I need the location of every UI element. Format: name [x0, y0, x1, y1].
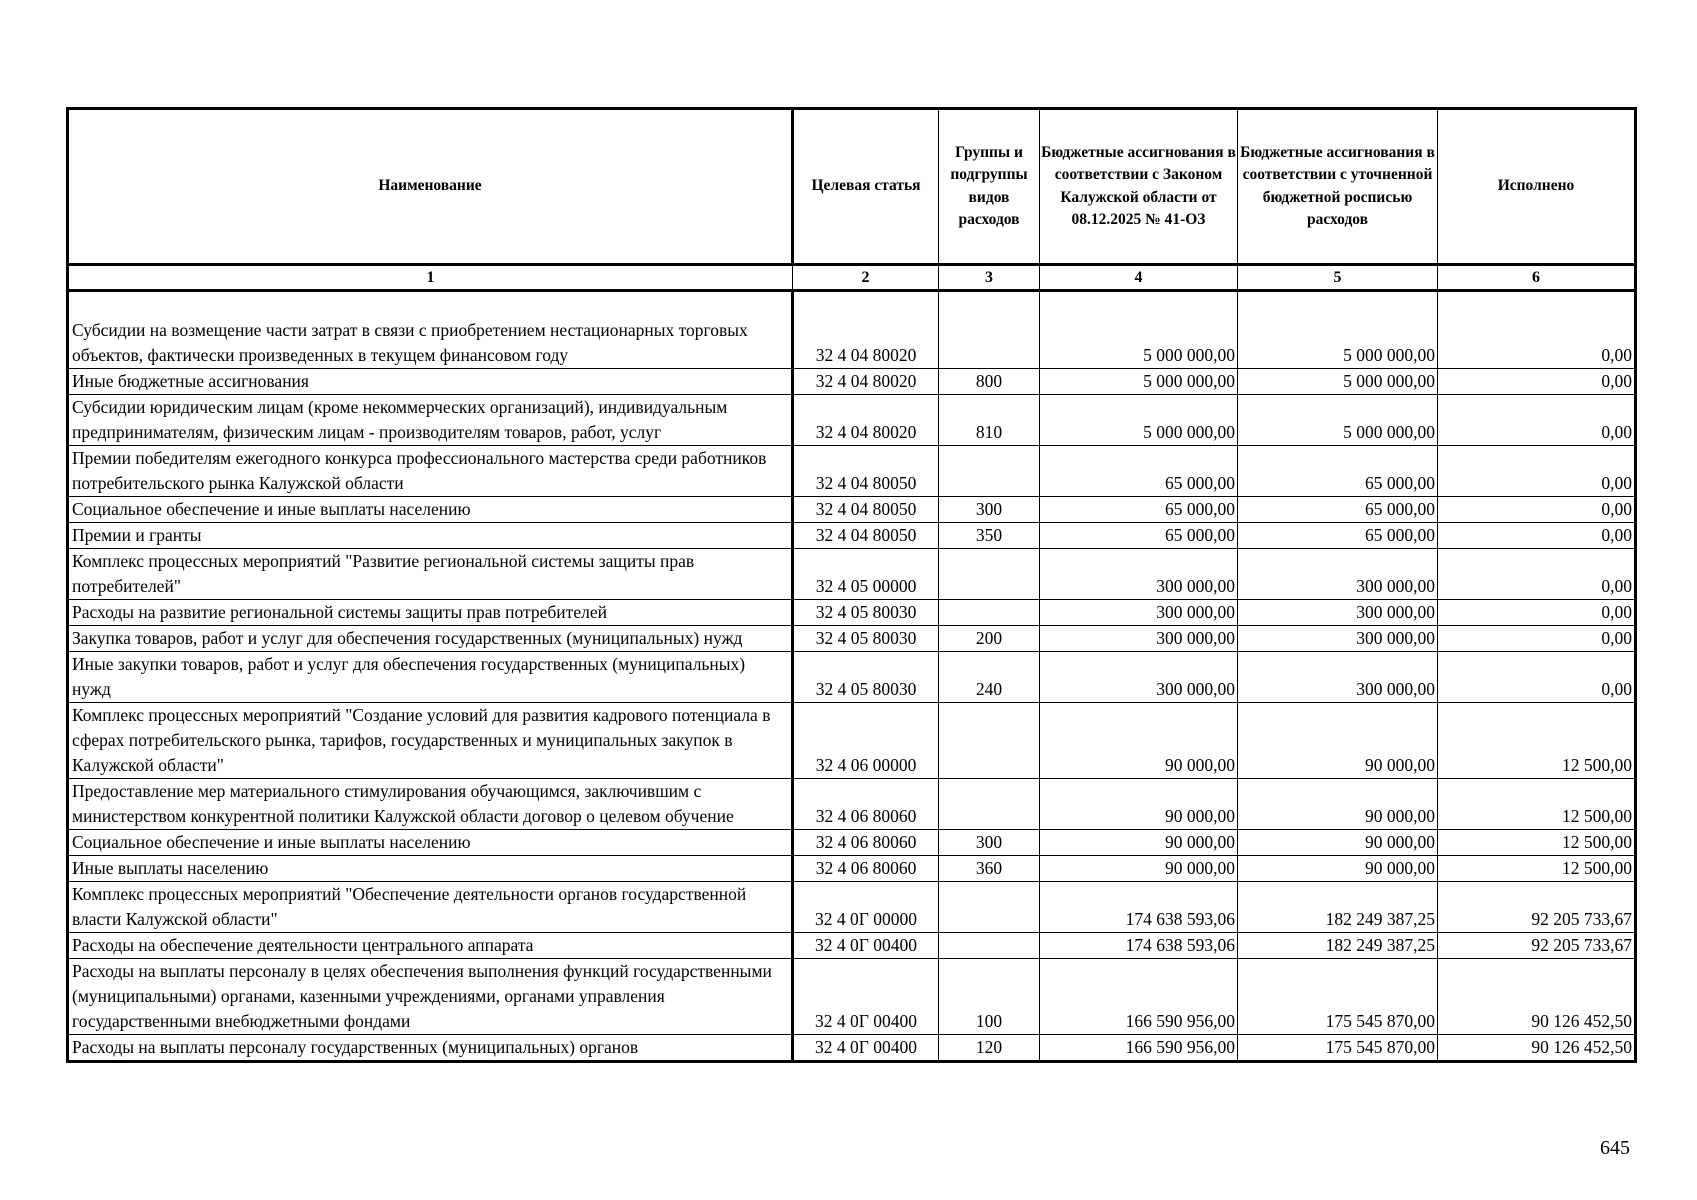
column-number: 2 [793, 265, 939, 291]
header-law-allocations: Бюджетные ассигнования в соответствии с Законом Калужской области от 08.12.2025 № 41-ОЗ [1040, 109, 1238, 265]
row-expense-group: 100 [939, 959, 1040, 1035]
row-expense-group: 350 [939, 523, 1040, 549]
row-expense-group: 300 [939, 497, 1040, 523]
row-target-article: 32 4 04 80020 [793, 395, 939, 446]
row-executed-amount: 0,00 [1438, 523, 1636, 549]
table-row [68, 779, 1636, 830]
table-row [68, 933, 1636, 959]
table-row [68, 549, 1636, 600]
row-target-article: 32 4 06 00000 [793, 703, 939, 779]
table-row [68, 446, 1636, 497]
row-name: Комплекс процессных мероприятий "Обеспечение деятельности органов государственной власти Калужской области" [68, 882, 793, 933]
row-refined-amount: 300 000,00 [1238, 549, 1438, 600]
row-name: Иные закупки товаров, работ и услуг для обеспечения государственных (муниципальных) нужд [68, 652, 793, 703]
row-refined-amount: 65 000,00 [1238, 446, 1438, 497]
row-expense-group: 240 [939, 652, 1040, 703]
row-target-article: 32 4 06 80060 [793, 856, 939, 882]
row-law-amount: 166 590 956,00 [1040, 1035, 1238, 1062]
table-row [68, 291, 1636, 369]
row-target-article: 32 4 0Г 00000 [793, 882, 939, 933]
header-expense-groups: Группы и подгруппы видов расходов [939, 109, 1040, 265]
row-target-article: 32 4 05 80030 [793, 600, 939, 626]
row-law-amount: 65 000,00 [1040, 497, 1238, 523]
column-number: 6 [1438, 265, 1636, 291]
row-name: Расходы на выплаты персоналу в целях обеспечения выполнения функций государственными (муниципальными) органами, казенными учреждениями, органами управления государственными внебюджетными фондами [68, 959, 793, 1035]
row-target-article: 32 4 05 00000 [793, 549, 939, 600]
row-law-amount: 90 000,00 [1040, 856, 1238, 882]
row-refined-amount: 300 000,00 [1238, 652, 1438, 703]
row-expense-group [939, 291, 1040, 369]
table-row [68, 703, 1636, 779]
row-expense-group [939, 882, 1040, 933]
row-refined-amount: 90 000,00 [1238, 856, 1438, 882]
header-name: Наименование [68, 109, 793, 265]
table-row [68, 856, 1636, 882]
row-law-amount: 300 000,00 [1040, 600, 1238, 626]
row-target-article: 32 4 04 80020 [793, 291, 939, 369]
row-target-article: 32 4 0Г 00400 [793, 933, 939, 959]
row-law-amount: 5 000 000,00 [1040, 395, 1238, 446]
row-name: Комплекс процессных мероприятий "Создание условий для развития кадрового потенциала в сферах потребительского рынка, тарифов, государственных и муниципальных закупок в Калужской области" [68, 703, 793, 779]
row-executed-amount: 92 205 733,67 [1438, 882, 1636, 933]
row-name: Иные бюджетные ассигнования [68, 369, 793, 395]
row-executed-amount: 92 205 733,67 [1438, 933, 1636, 959]
row-law-amount: 65 000,00 [1040, 523, 1238, 549]
row-executed-amount: 90 126 452,50 [1438, 1035, 1636, 1062]
row-executed-amount: 0,00 [1438, 600, 1636, 626]
row-law-amount: 65 000,00 [1040, 446, 1238, 497]
row-executed-amount: 0,00 [1438, 395, 1636, 446]
row-law-amount: 174 638 593,06 [1040, 933, 1238, 959]
row-target-article: 32 4 04 80050 [793, 497, 939, 523]
row-expense-group: 810 [939, 395, 1040, 446]
row-target-article: 32 4 04 80050 [793, 523, 939, 549]
row-expense-group: 300 [939, 830, 1040, 856]
row-refined-amount: 300 000,00 [1238, 600, 1438, 626]
row-name: Субсидии юридическим лицам (кроме некоммерческих организаций), индивидуальным предпринимателям, физическим лицам - производителям товаров, работ, услуг [68, 395, 793, 446]
column-number: 1 [68, 265, 793, 291]
table-row [68, 626, 1636, 652]
row-executed-amount: 12 500,00 [1438, 856, 1636, 882]
row-refined-amount: 5 000 000,00 [1238, 291, 1438, 369]
row-law-amount: 5 000 000,00 [1040, 369, 1238, 395]
row-law-amount: 5 000 000,00 [1040, 291, 1238, 369]
table-row [68, 369, 1636, 395]
row-expense-group [939, 549, 1040, 600]
row-executed-amount: 0,00 [1438, 497, 1636, 523]
row-refined-amount: 175 545 870,00 [1238, 959, 1438, 1035]
row-law-amount: 300 000,00 [1040, 652, 1238, 703]
row-name: Премии и гранты [68, 523, 793, 549]
row-name: Закупка товаров, работ и услуг для обеспечения государственных (муниципальных) нужд [68, 626, 793, 652]
row-refined-amount: 5 000 000,00 [1238, 395, 1438, 446]
row-refined-amount: 5 000 000,00 [1238, 369, 1438, 395]
row-law-amount: 300 000,00 [1040, 549, 1238, 600]
row-name: Предоставление мер материального стимулирования обучающимся, заключившим с министерством конкурентной политики Калужской области договор о целевом обучение [68, 779, 793, 830]
row-law-amount: 90 000,00 [1040, 779, 1238, 830]
row-law-amount: 90 000,00 [1040, 830, 1238, 856]
row-target-article: 32 4 04 80050 [793, 446, 939, 497]
row-expense-group [939, 933, 1040, 959]
row-name: Расходы на развитие региональной системы защиты прав потребителей [68, 600, 793, 626]
row-expense-group: 120 [939, 1035, 1040, 1062]
row-expense-group: 200 [939, 626, 1040, 652]
row-expense-group: 800 [939, 369, 1040, 395]
row-refined-amount: 300 000,00 [1238, 626, 1438, 652]
row-expense-group [939, 446, 1040, 497]
row-executed-amount: 0,00 [1438, 652, 1636, 703]
column-number: 4 [1040, 265, 1238, 291]
row-name: Комплекс процессных мероприятий "Развитие региональной системы защиты прав потребителей" [68, 549, 793, 600]
budget-table [66, 107, 1637, 1063]
row-executed-amount: 90 126 452,50 [1438, 959, 1636, 1035]
row-name: Премии победителям ежегодного конкурса профессионального мастерства среди работников потребительского рынка Калужской области [68, 446, 793, 497]
row-law-amount: 166 590 956,00 [1040, 959, 1238, 1035]
row-refined-amount: 182 249 387,25 [1238, 882, 1438, 933]
row-target-article: 32 4 06 80060 [793, 779, 939, 830]
row-law-amount: 90 000,00 [1040, 703, 1238, 779]
row-executed-amount: 0,00 [1438, 446, 1636, 497]
row-executed-amount: 12 500,00 [1438, 779, 1636, 830]
header-executed: Исполнено [1438, 109, 1636, 265]
column-number: 5 [1238, 265, 1438, 291]
table-row [68, 1035, 1636, 1062]
row-name: Социальное обеспечение и иные выплаты населению [68, 497, 793, 523]
header-refined-allocations: Бюджетные ассигнования в соответствии с уточненной бюджетной росписью расходов [1238, 109, 1438, 265]
row-refined-amount: 65 000,00 [1238, 523, 1438, 549]
row-name: Расходы на обеспечение деятельности центрального аппарата [68, 933, 793, 959]
table-row [68, 395, 1636, 446]
row-executed-amount: 0,00 [1438, 369, 1636, 395]
row-name: Субсидии на возмещение части затрат в связи с приобретением нестационарных торговых объектов, фактически произведенных в текущем финансовом году [68, 291, 793, 369]
row-target-article: 32 4 0Г 00400 [793, 959, 939, 1035]
row-law-amount: 300 000,00 [1040, 626, 1238, 652]
row-refined-amount: 175 545 870,00 [1238, 1035, 1438, 1062]
table-row [68, 652, 1636, 703]
row-name: Иные выплаты населению [68, 856, 793, 882]
table-row [68, 523, 1636, 549]
row-refined-amount: 90 000,00 [1238, 703, 1438, 779]
row-executed-amount: 0,00 [1438, 549, 1636, 600]
row-target-article: 32 4 04 80020 [793, 369, 939, 395]
row-expense-group: 360 [939, 856, 1040, 882]
column-number: 3 [939, 265, 1040, 291]
row-law-amount: 174 638 593,06 [1040, 882, 1238, 933]
row-name: Расходы на выплаты персоналу государственных (муниципальных) органов [68, 1035, 793, 1062]
row-target-article: 32 4 06 80060 [793, 830, 939, 856]
row-refined-amount: 182 249 387,25 [1238, 933, 1438, 959]
header-row [68, 109, 1636, 265]
row-refined-amount: 65 000,00 [1238, 497, 1438, 523]
row-expense-group [939, 703, 1040, 779]
table-row [68, 959, 1636, 1035]
row-expense-group [939, 779, 1040, 830]
column-number-row [68, 265, 1636, 291]
table-row [68, 882, 1636, 933]
row-target-article: 32 4 0Г 00400 [793, 1035, 939, 1062]
row-refined-amount: 90 000,00 [1238, 830, 1438, 856]
table-row [68, 600, 1636, 626]
row-executed-amount: 12 500,00 [1438, 830, 1636, 856]
table-row [68, 497, 1636, 523]
row-executed-amount: 0,00 [1438, 626, 1636, 652]
row-refined-amount: 90 000,00 [1238, 779, 1438, 830]
header-target-article: Целевая статья [793, 109, 939, 265]
row-executed-amount: 12 500,00 [1438, 703, 1636, 779]
row-target-article: 32 4 05 80030 [793, 652, 939, 703]
row-target-article: 32 4 05 80030 [793, 626, 939, 652]
page-number: 645 [1600, 1137, 1630, 1159]
row-executed-amount: 0,00 [1438, 291, 1636, 369]
row-expense-group [939, 600, 1040, 626]
row-name: Социальное обеспечение и иные выплаты населению [68, 830, 793, 856]
table-row [68, 830, 1636, 856]
